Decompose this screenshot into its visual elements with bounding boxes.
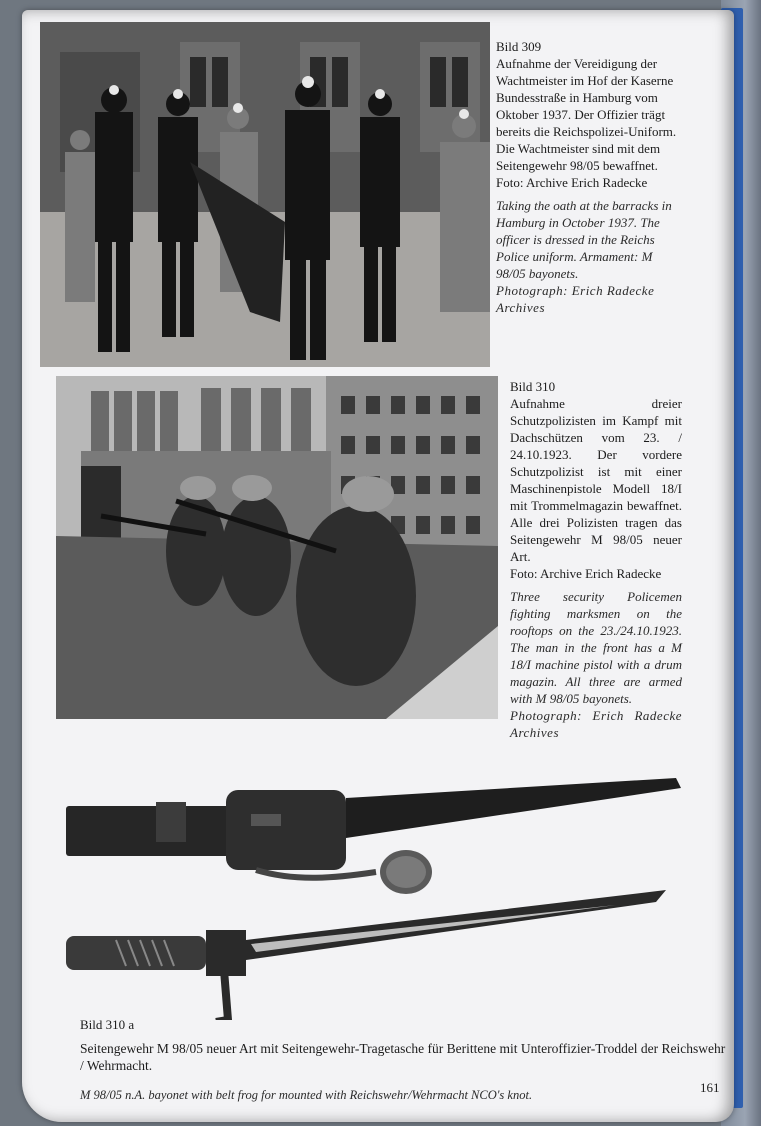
caption-309-credit: Foto: Archive Erich Radecke — [496, 175, 648, 190]
caption-310-german: Aufnahme dreier Schutzpolizisten im Kampf mit Dachschützen vom 23. / 24.10.1923. Der vordere Schutzpolizist ist mit einer Maschinenpistole Modell 18/I mit Trommelmagazin bewaffnet. Alle drei Polizisten tragen das Seitengewehr M 98/05 neuer Art. — [510, 396, 682, 564]
caption-309-label: Bild 309 — [496, 39, 542, 54]
photo-309-oath-ceremony — [40, 22, 490, 367]
caption-310-label: Bild 310 — [510, 379, 556, 394]
caption-309 — [496, 38, 682, 316]
bayonet-image — [56, 760, 696, 1020]
caption-309-german: Aufnahme der Vereidigung der Wachtmeister im Hof der Kaserne Bundesstraße in Hamburg vom Oktober 1937. Der Offizier trägt bereits die Reichspolizei-Uniform. Die Wachtmeister sind mit dem Seitengewehr 98/05 bewaffnet. — [496, 56, 677, 173]
photo-310a-bayonet — [56, 760, 696, 1020]
caption-310-english: Three security Policemen fighting marksmen on the rooftops on the 23./24.10.1923. The man in the front has a M 18/I machine pistol with a drum magazin. All three are armed with M 98/05 bayonets. — [510, 589, 682, 706]
caption-310a-label: Bild 310 a — [80, 1017, 135, 1032]
page-number: 161 — [700, 1080, 720, 1095]
photo-310-rooftop-police — [56, 376, 498, 719]
book-page — [22, 10, 734, 1122]
photo-309-image — [40, 22, 490, 367]
caption-310-english-credit: Photograph: Erich Radecke Archives — [510, 708, 682, 740]
caption-310-credit: Foto: Archive Erich Radecke — [510, 566, 662, 581]
caption-310 — [510, 378, 682, 741]
caption-309-english-credit: Photograph: Erich Radecke Archives — [496, 283, 655, 315]
caption-310a-german: Seitengewehr M 98/05 neuer Art mit Seitengewehr-Tragetasche für Berittene mit Unteroffizier-Troddel der Reichswehr / Wehrmacht. — [80, 1041, 726, 1073]
caption-310a-english: M 98/05 n.A. bayonet with belt frog for mounted with Reichswehr/Wehrmacht NCO's knot. — [80, 1088, 533, 1102]
caption-309-english: Taking the oath at the barracks in Hamburg in October 1937. The officer is dressed in the Reichs Police uniform. Armament: M 98/05 bayonets. — [496, 198, 672, 281]
photo-310-image — [56, 376, 498, 719]
